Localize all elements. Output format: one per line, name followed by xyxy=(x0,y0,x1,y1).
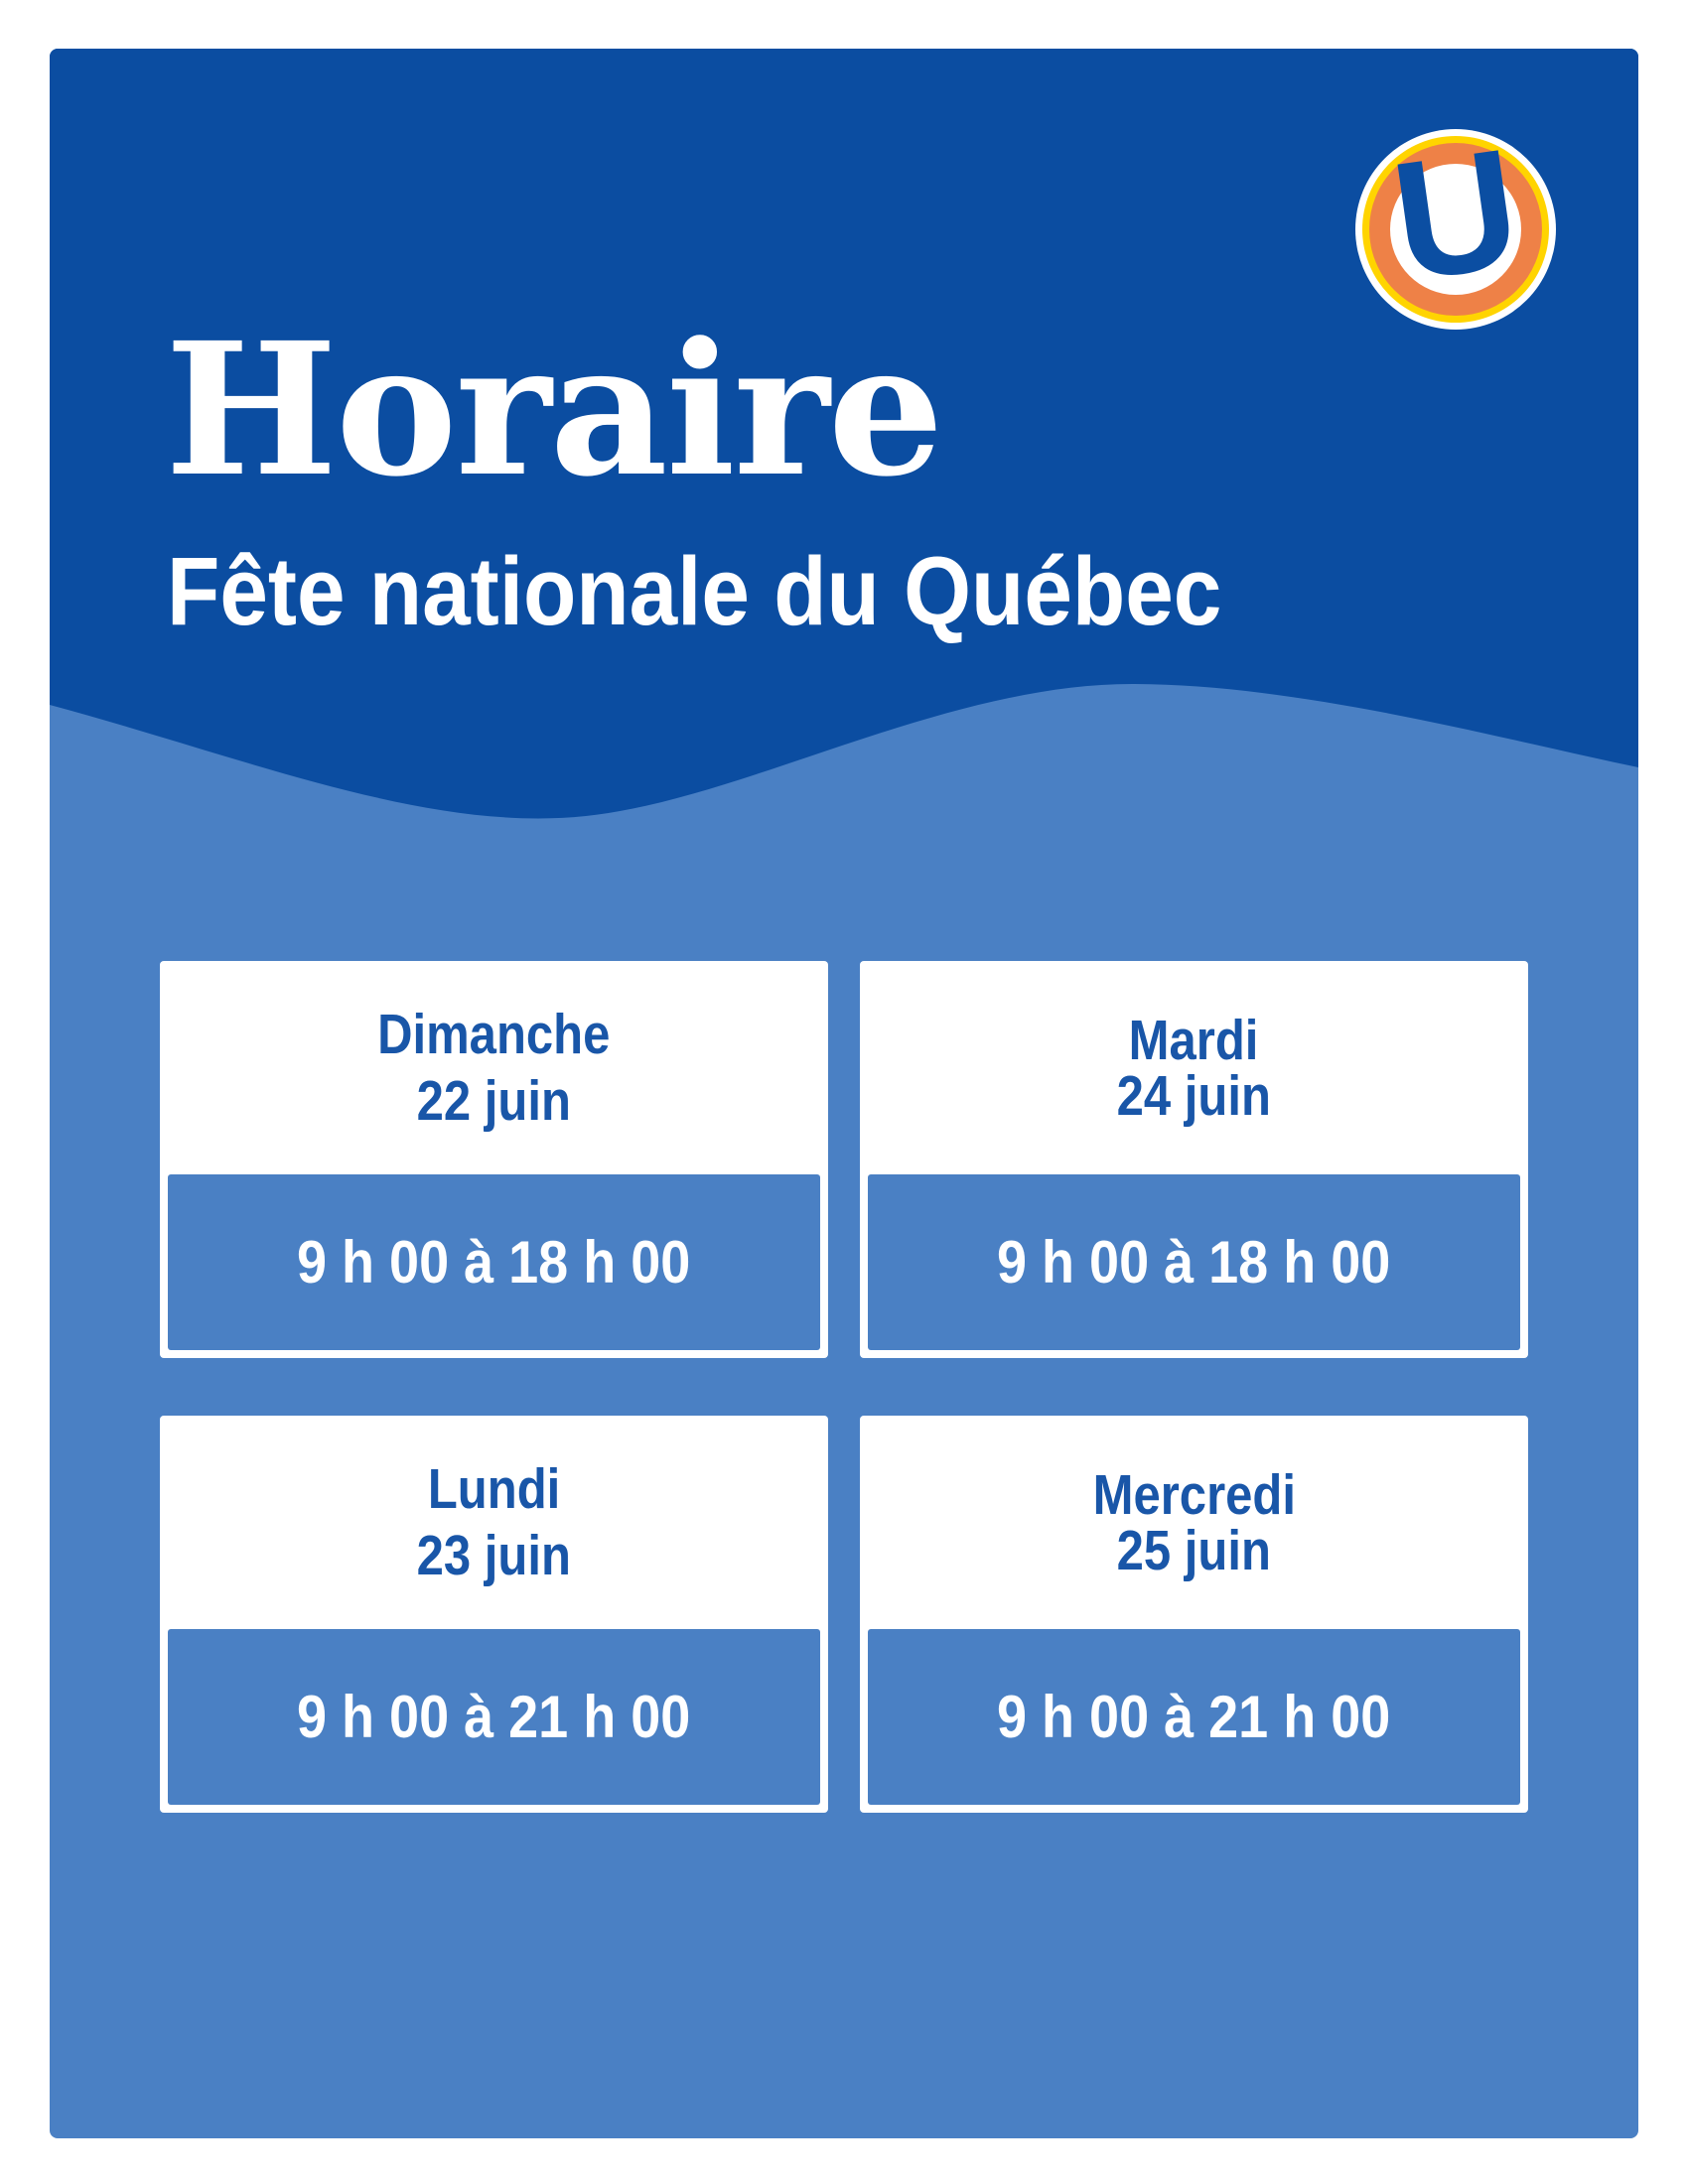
schedule-card-lundi xyxy=(160,1416,828,1813)
schedule-card-dimanche xyxy=(160,961,828,1358)
schedule-card-mardi xyxy=(860,961,1528,1358)
hours-band xyxy=(168,1629,820,1805)
hours-label: 9 h 00 à 21 h 00 xyxy=(997,1683,1391,1750)
hours-band xyxy=(868,1174,1520,1350)
day-label: Lundi xyxy=(427,1456,561,1521)
hours-band xyxy=(168,1174,820,1350)
card-day-header xyxy=(868,961,1520,1174)
date-label: 24 juin xyxy=(1116,1063,1272,1128)
day-label: Mardi xyxy=(1129,1008,1259,1072)
date-label: 23 juin xyxy=(416,1523,572,1587)
u-brand-logo xyxy=(1355,113,1556,330)
schedule-grid xyxy=(160,961,1528,1813)
u-logo-disc xyxy=(1382,113,1526,318)
hours-label: 9 h 00 à 18 h 00 xyxy=(297,1228,691,1296)
day-label: Dimanche xyxy=(377,1002,611,1066)
page-subtitle xyxy=(167,537,1338,645)
hours-band xyxy=(868,1629,1520,1805)
day-label: Mercredi xyxy=(1092,1462,1296,1527)
date-label: 22 juin xyxy=(416,1068,572,1133)
page-subtitle-text: Fête nationale du Québec xyxy=(167,537,1222,645)
card-day-header xyxy=(168,1416,820,1629)
poster-panel xyxy=(50,49,1638,2138)
u-logo-letter: U xyxy=(1382,113,1526,318)
card-day-header xyxy=(868,1416,1520,1629)
card-day-header xyxy=(168,961,820,1174)
page-title: Horaire xyxy=(165,303,942,517)
schedule-card-mercredi xyxy=(860,1416,1528,1813)
hours-label: 9 h 00 à 18 h 00 xyxy=(997,1228,1391,1296)
hours-label: 9 h 00 à 21 h 00 xyxy=(297,1683,691,1750)
date-label: 25 juin xyxy=(1116,1518,1272,1582)
